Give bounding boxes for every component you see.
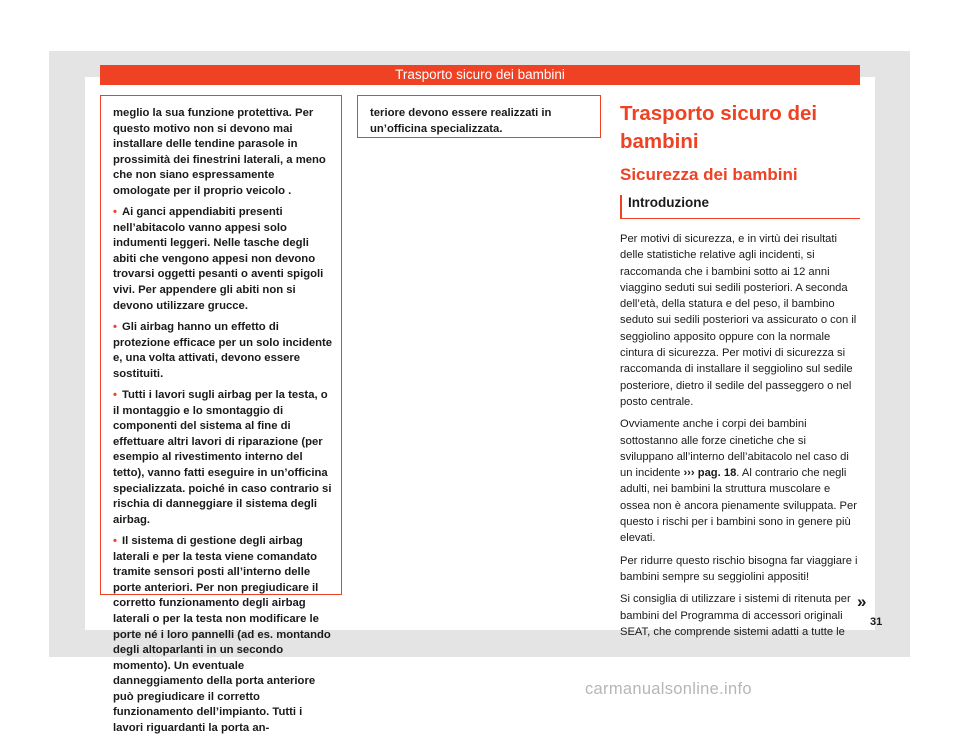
body-paragraph: Per motivi di sicurezza, e in virtù dei risultati delle statistiche relative agli incidenti, si raccomanda che i bambini sotto ai 12 anni viaggino seduti sui sedili posteriori. A seconda dell’età, della statura e del peso, il bambino seduto sui sedili posteriori va assicurato o con il seggiolino apposito oppure con la normale cintura di sicurezza. Per motivi di sicurezza si raccomanda di installare il seggiolino sul sedile posteriore, dietro il sedile del passeggero o nel posto centrale.	[620, 233, 857, 408]
page-reference-link[interactable]: ››› pag. 18	[683, 467, 737, 480]
bullet-icon: •	[113, 321, 117, 334]
continue-arrow-icon: »	[857, 592, 867, 611]
bullet-icon: •	[113, 535, 117, 548]
body-paragraph: Ovviamente anche i corpi dei bambini sottostanno alle forze cinetiche che si sviluppano all’interno dell’abitacolo nel caso di un incidente ››› pag. 18. Al contrario che negli adulti, nei bambini la struttura muscolare e ossea non è ancora pienamente sviluppata. Per questo i rischi per i bambini sono in genere più elevati.	[620, 418, 857, 545]
intro-heading: Introduzione	[620, 195, 860, 219]
section-header-bar: Trasporto sicuro dei bambini	[100, 65, 860, 85]
warning-paragraph: teriore devono essere realizzati in un’officina specializzata.	[370, 107, 552, 135]
body-text	[620, 231, 860, 640]
page-title: Trasporto sicuro dei bambini	[620, 102, 818, 153]
warning-bullet-item: • Gli airbag hanno un effetto di protezione efficace per un solo incidente e, una volta attivati, devono essere sostituiti.	[113, 321, 333, 380]
warning-bullet-item: • Il sistema di gestione degli airbag laterali e per la testa viene comandato tramite sensori posti all’interno delle porte anteriori. Per non pregiudicare il corretto funzionamento degli airbag laterali o per la testa non modificare le porte né i loro pannelli (ad es. montando degli altoparlanti in un secondo momento). Un eventuale danneggiamento della porta anteriore può pregiudicare il corretto funzionamento dell’impianto. Tutti i lavori riguardanti la porta an-	[113, 535, 331, 734]
section-subtitle: Sicurezza dei bambini	[620, 165, 798, 184]
main-content	[620, 100, 860, 646]
body-paragraph: Per ridurre questo rischio bisogna far viaggiare i bambini sempre su seggiolini appositi!	[620, 554, 858, 583]
warning-bullet-item: • Ai ganci appendiabiti presenti nell’abitacolo vanno appesi solo indumenti leggeri. Nelle tasche degli abiti che vengono appesi non devono trovarsi oggetti pesanti o aventi spigoli vivi. Per appendere gli abiti non si devono utilizzare grucce.	[113, 206, 324, 312]
watermark: carmanualsonline.info	[585, 680, 752, 698]
warning-box-right	[357, 95, 601, 138]
warning-box-left	[100, 95, 342, 734]
page-number: 31	[870, 616, 883, 628]
bullet-icon: •	[113, 206, 117, 219]
body-paragraph: Si consiglia di utilizzare i sistemi di ritenuta per bambini del Programma di accessori originali SEAT, che comprende sistemi adatti a tutte le	[620, 593, 851, 638]
warning-paragraph: meglio la sua funzione protettiva. Per questo motivo non si devono mai installare delle tendine parasole in prossimità dei finestrini laterali, a meno che non siano espressamente omologate per il proprio veicolo .	[113, 107, 326, 197]
warning-bullet-item: • Tutti i lavori sugli airbag per la testa, o il montaggio e lo smontaggio di componenti del sistema al fine di effettuare altri lavori di riparazione (per esempio al rivestimento interno del tetto), vanno fatti eseguire in un’officina specializzata. poiché in caso contrario si rischia di danneggiare il sistema degli airbag.	[113, 389, 332, 526]
bullet-icon: •	[113, 389, 117, 402]
